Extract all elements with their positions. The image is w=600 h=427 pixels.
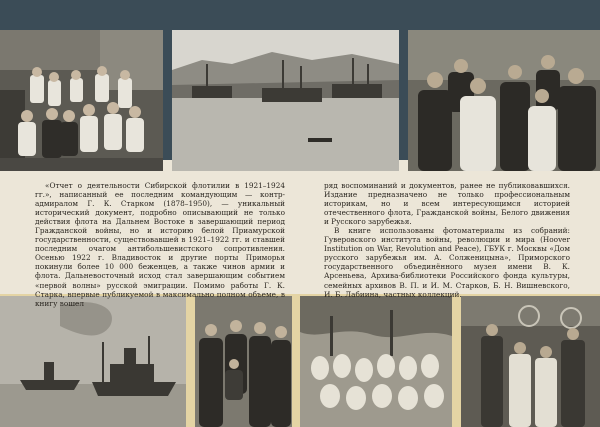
paragraph-photo-credits: В книге использованы фотоматериалы из собраний: Гуверовского института войны, революции и мира (Hoover Institution on War, Revolution and Peace), ГБУК г. Москвы «Дом русского зарубежья им. А. Солженицына», Приморского государственного объединённого музея имени В. К. Арсеньева, Архива-библиотеки Российского фонда культуры, семейных архивов В. П. и И. М. Старков, Б. Н. Вишневского, И. Б. Лабиина, частных коллекций. (324, 226, 570, 299)
paragraph-continued: ряд воспоминаний и документов, ранее не публиковавшихся. Издание предназначено не только профессиональным историкам, но и всем интересующимся историей отечественного флота, Гражданской войны, Белого движения и Русского зарубежья. (324, 181, 570, 227)
text-column-left (35, 181, 285, 308)
photo-sailors-on-deck (461, 296, 600, 427)
photo-family-group (195, 296, 292, 427)
paragraph-intro: «Отчет о деятельности Сибирской флотилии в 1921–1924 гг.», написанный ее последним командующим — контр-адмиралом Г. К. Старком (1878–1950), — уникальный исторический документ, подробно описывающий не только действия флота на Дальнем Востоке в завершающий период Гражданской войны, но и историю белой Приамурской государственности, существовавшей в 1921–1922 гг. и ставшей последним очагом антибольшевистского сопротивления. Осенью 1922 г. Владивосток и другие порты Приморья покинули более 10 000 беженцев, а также чинов армии и флота. Дальневосточный исход стал завершающим событием «первой волны» русской эмиграции. Помимо работы Г. К. Старка, впервые публикуемой в максимально полном объеме, в книгу вошел (35, 181, 285, 308)
photo-sailors-group (408, 30, 600, 171)
photo-officers-group (0, 30, 163, 171)
photo-ships-at-sea (0, 296, 186, 427)
photo-harbor (172, 30, 399, 171)
text-column-right (324, 181, 570, 299)
photo-large-group (300, 296, 452, 427)
